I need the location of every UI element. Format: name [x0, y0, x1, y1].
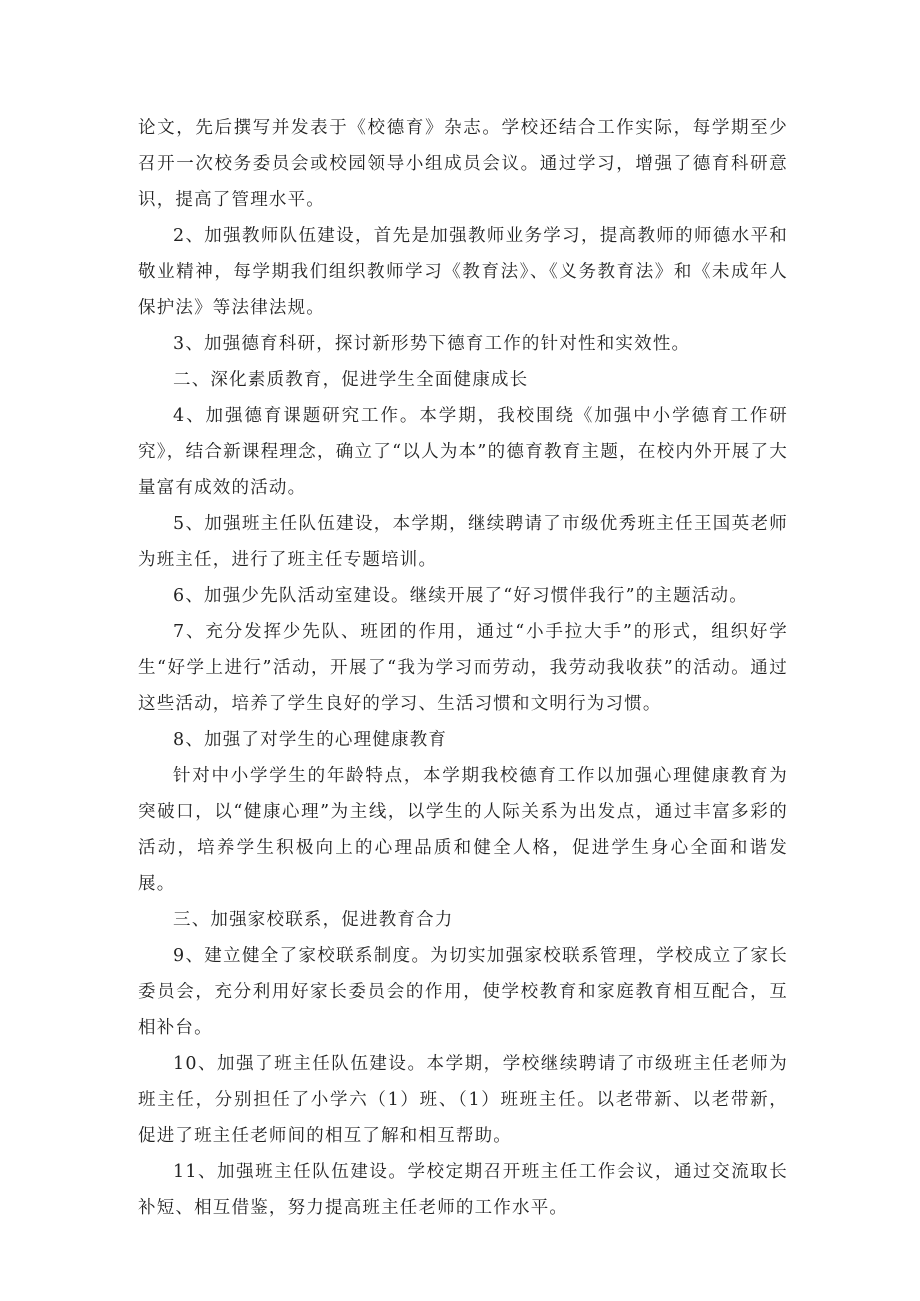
paragraph-item-7: 7、充分发挥少先队、班团的作用，通过“小手拉大手”的形式，组织好学生“好学上进行”活动，开展了“我为学习而劳动，我劳动我收获”的活动。通过这些活动，培养了学生良好的学习、生活习惯和文明行为习惯。: [138, 622, 788, 714]
paragraph-continuation: 论文，先后撰写并发表于《校德育》杂志。学校还结合工作实际，每学期至少召开一次校务委员会或校园领导小组成员会议。通过学习，增强了德育科研意识，提高了管理水平。: [138, 118, 788, 210]
section-heading-2: 二、深化素质教育，促进学生全面健康成长: [173, 370, 529, 390]
paragraph-item-11: 11、加强班主任队伍建设。学校定期召开班主任工作会议，通过交流取长补短、相互借鉴，努力提高班主任老师的工作水平。: [138, 1162, 788, 1218]
document-body: [138, 110, 788, 1226]
paragraph-item-9: 9、建立健全了家校联系制度。为切实加强家校联系管理，学校成立了家长委员会，充分利用好家长委员会的作用，使学校教育和家庭教育相互配合，互相补台。: [138, 946, 788, 1038]
paragraph-item-5: 5、加强班主任队伍建设，本学期，继续聘请了市级优秀班主任王国英老师为班主任，进行了班主任专题培训。: [138, 514, 788, 570]
paragraph-item-6: 6、加强少先队活动室建设。继续开展了“好习惯伴我行”的主题活动。: [173, 586, 748, 606]
paragraph-item-3: 3、加强德育科研，探讨新形势下德育工作的针对性和实效性。: [173, 334, 691, 354]
section-heading-3: 三、加强家校联系，促进教育合力: [173, 910, 454, 930]
paragraph-item-8: 8、加强了对学生的心理健康教育: [173, 730, 448, 750]
paragraph-item-2: 2、加强教师队伍建设，首先是加强教师业务学习，提高教师的师德水平和敬业精神，每学期我们组织教师学习《教育法》、《义务教育法》和《未成年人保护法》等法律法规。: [138, 226, 788, 318]
paragraph-psychology: 针对中小学学生的年龄特点，本学期我校德育工作以加强心理健康教育为突破口，以“健康心理”为主线，以学生的人际关系为出发点，通过丰富多彩的活动，培养学生积极向上的心理品质和健全人格，促进学生身心全面和谐发展。: [138, 766, 788, 894]
paragraph-item-10: 10、加强了班主任队伍建设。本学期，学校继续聘请了市级班主任老师为班主任，分别担任了小学六（1）班、（1）班班主任。以老带新、以老带新，促进了班主任老师间的相互了解和相互帮助。: [138, 1054, 788, 1146]
paragraph-item-4: 4、加强德育课题研究工作。本学期，我校围绕《加强中小学德育工作研究》，结合新课程理念，确立了“以人为本”的德育教育主题，在校内外开展了大量富有成效的活动。: [138, 406, 788, 498]
